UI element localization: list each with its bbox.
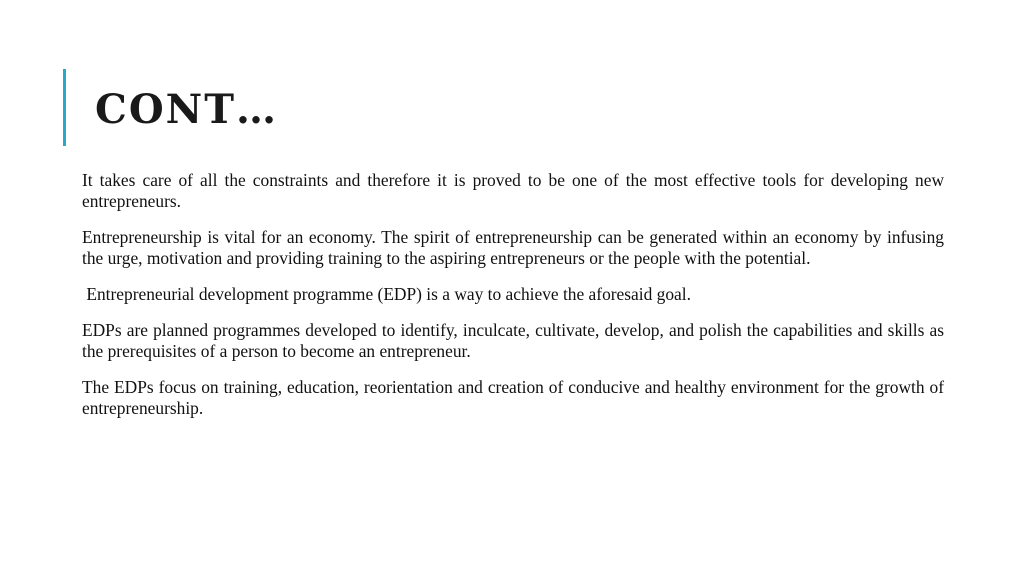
paragraph-4: EDPs are planned programmes developed to identify, inculcate, cultivate, develop, and polish the capabilities and skills as the prerequisites of a person to become an entrepreneur. — [82, 320, 944, 361]
slide-title: CONT… — [95, 86, 279, 133]
title-accent-bar — [63, 69, 66, 146]
paragraph-3: Entrepreneurial development programme (EDP) is a way to achieve the aforesaid goal. — [82, 284, 691, 304]
slide-body — [82, 170, 944, 434]
paragraph-5: The EDPs focus on training, education, reorientation and creation of conducive and healthy environment for the growth of entrepreneurship. — [82, 377, 944, 418]
paragraph-1: It takes care of all the constraints and therefore it is proved to be one of the most effective tools for developing new entrepreneurs. — [82, 170, 944, 211]
paragraph-2: Entrepreneurship is vital for an economy. The spirit of entrepreneurship can be generated within an economy by infusing the urge, motivation and providing training to the aspiring entrepreneurs or the people with the potential. — [82, 227, 944, 268]
